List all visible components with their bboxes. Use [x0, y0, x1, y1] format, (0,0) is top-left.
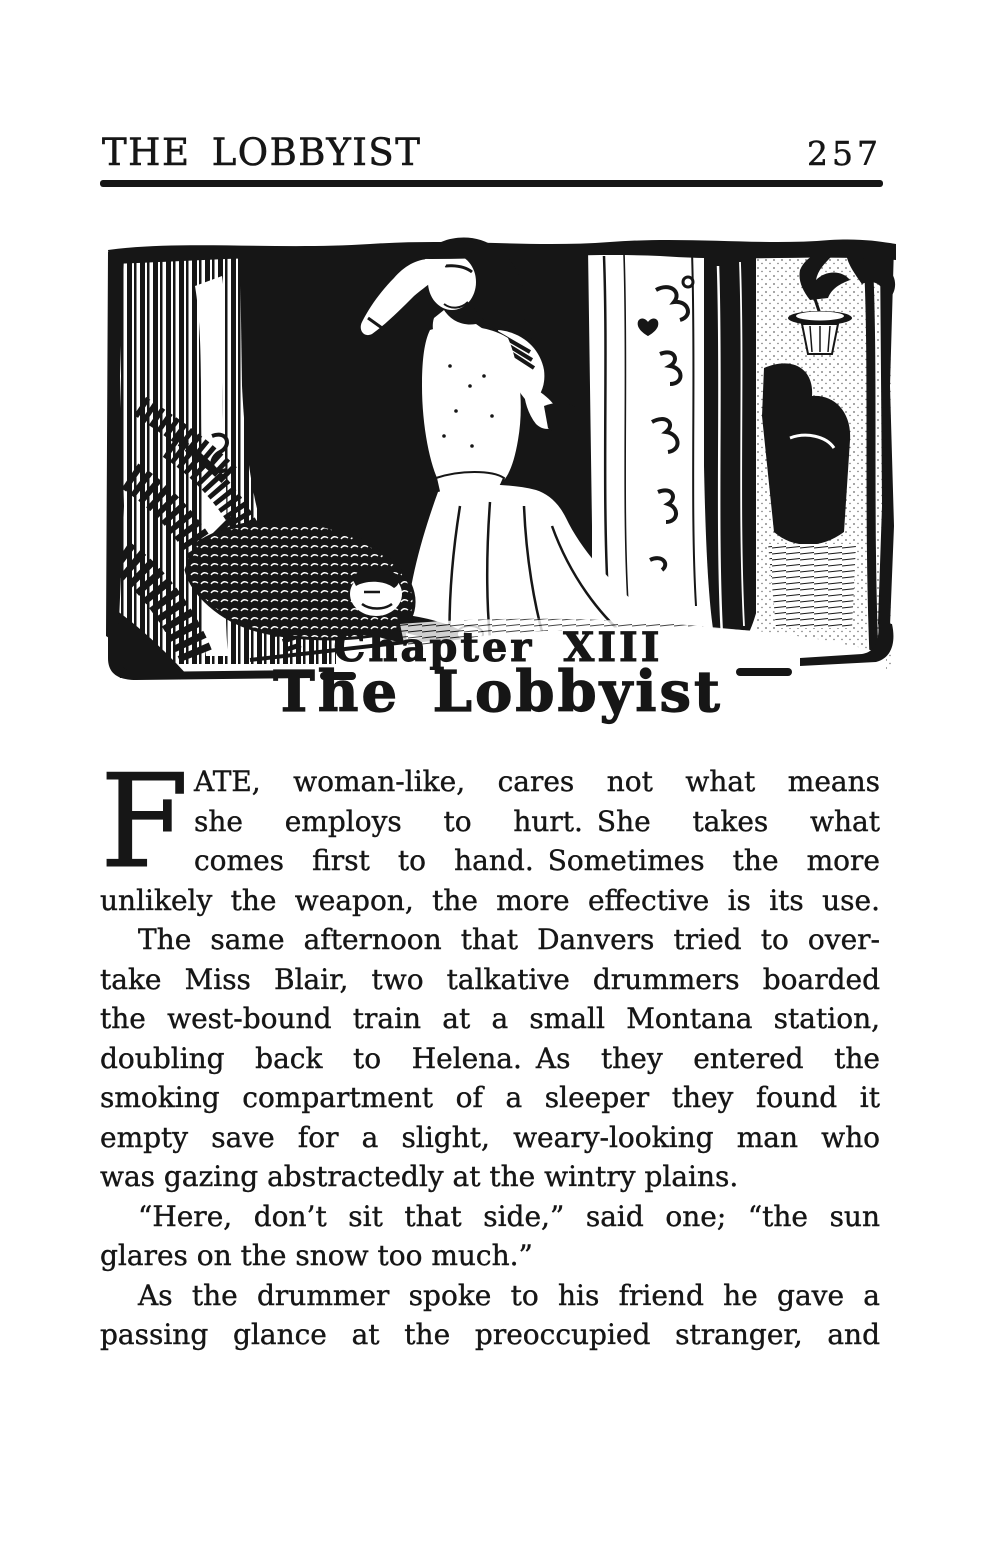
- paragraph: [100, 1276, 880, 1355]
- text-line: The same afternoon that Danvers tried to over-: [138, 923, 880, 956]
- chapter-illustration: [100, 226, 906, 725]
- text-line: smoking compartment of a sleeper they found it: [100, 1081, 880, 1114]
- dark-curtain-strip: [704, 248, 760, 654]
- urn-and-chair-corner: [756, 242, 895, 670]
- running-header: [102, 131, 882, 174]
- text-line: passing glance at the preoccupied stranger, and: [100, 1318, 880, 1351]
- text-line: the west-bound train at a small Montana station,: [100, 1002, 880, 1035]
- text-line: As the drummer spoke to his friend he gave a: [138, 1278, 880, 1312]
- drop-cap: F: [100, 748, 189, 897]
- text-line: comes first to hand. Sometimes the more: [194, 844, 880, 877]
- text-line: ATE, woman-like, cares not what means: [194, 765, 880, 798]
- page-number: 257: [807, 134, 882, 173]
- text-line: was gazing abstractedly at the wintry plains.: [100, 1160, 739, 1193]
- woman-bodice: [422, 326, 521, 484]
- paragraph: [100, 748, 880, 920]
- text-line: glares on the snow too much.”: [100, 1239, 533, 1272]
- chapter-kicker: Chapter XIII: [333, 624, 663, 671]
- header-rule: [100, 180, 883, 187]
- text-line: empty save for a slight, weary-looking man who: [100, 1120, 880, 1154]
- text-line: unlikely the weapon, the more effective is its use.: [100, 883, 880, 917]
- body-text: [100, 748, 880, 1355]
- paragraph: [100, 920, 880, 1197]
- text-line: “Here, don’t sit that side,” said one; “the sun: [138, 1199, 880, 1233]
- paragraph: [100, 1197, 880, 1276]
- running-header-title: THE LOBBYIST: [102, 131, 422, 174]
- patterned-drape: [588, 248, 708, 620]
- text-line: take Miss Blair, two talkative drummers boarded: [100, 962, 880, 996]
- text-line: she employs to hurt. She takes what: [194, 804, 880, 838]
- chapter-title: The Lobbyist: [273, 659, 723, 725]
- text-line: doubling back to Helena. As they entered the: [100, 1041, 880, 1075]
